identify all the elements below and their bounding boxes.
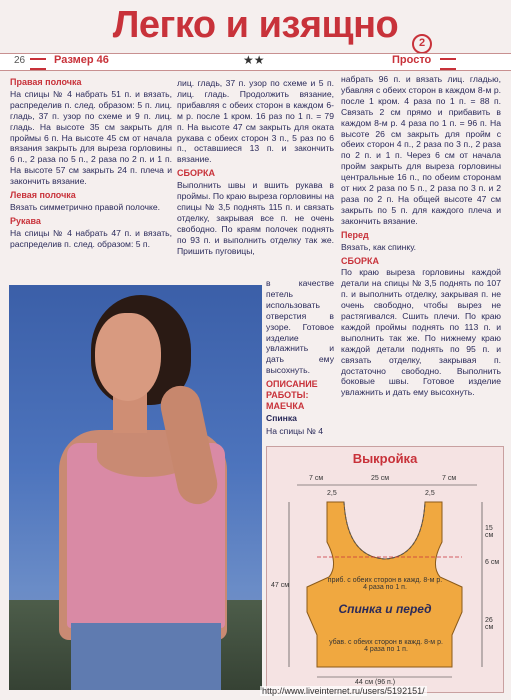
text-sleeves-cont: лиц. гладь, 37 п. узор по схеме и 5 п. лиц. гладь. Продолжить вязание, прибавляя с обеих сторон в каждом 6-м р. после 1 кром. 16 раз по 1 п. = 79 п. На высоте 47 см закрыть для оката рукава с обеих сторон 3 п., 5 раз по 6 п., оставшиеся 13 п. и закончить вязание.	[177, 78, 334, 165]
page-badge: 2	[412, 34, 432, 54]
difficulty-stars: ★★	[243, 53, 265, 67]
decor-lines-icon	[30, 58, 46, 70]
size-label: Размер 46	[54, 54, 109, 66]
heading-description: ОПИСАНИЕ РАБОТЫ: МАЕЧКА	[266, 379, 318, 411]
heading-sleeves: Рукава	[10, 215, 41, 226]
photo-jeans	[71, 623, 221, 690]
pattern-schema	[266, 446, 504, 693]
heading-front: Перед	[341, 229, 369, 240]
pattern-drawing	[267, 447, 503, 692]
dim-right-6: 6 см	[485, 559, 500, 566]
dim-top-25b: 2,5	[425, 490, 435, 497]
note-increase: приб. с обеих сторон в кажд. 8-м р. 4 раза по 1 п.	[327, 577, 443, 591]
note-decrease: убав. с обеих сторон в кажд. 8-м р. 4 раза по 1 п.	[329, 639, 443, 653]
piece-name: Спинка и перед	[338, 602, 432, 616]
dim-top-25a: 2,5	[327, 490, 337, 497]
info-bar	[0, 53, 511, 71]
heading-back: Спинка	[266, 412, 297, 423]
text-assembly-1-cont: в качестве петель использовать отверстия в узоре. Готовое изделие увлажнить и дать ему высохнуть.	[266, 278, 334, 376]
dim-right-15: 15 см	[485, 525, 494, 539]
column-1	[10, 74, 172, 252]
decor-lines-icon	[440, 58, 456, 70]
dim-top-left: 7 см	[309, 475, 324, 482]
text-sleeves: На спицы № 4 набрать 47 п. и вязать, распределив п. след. образом: 5 п.	[10, 227, 172, 249]
text-assembly-1: Выполнить швы и вшить рукава в проймы. По краю выреза горловины на спицы № 3,5 поднять 115 п. и связать отделку, закрывая все п. не очень свободно. По краям полочек поднять по 93 п. и выполнить отделку так же. Пришить пуговицы,	[177, 180, 334, 256]
text-left-front: Вязать симметрично правой полочке.	[10, 201, 161, 212]
dim-right-26: 26 см	[485, 617, 494, 631]
text-right-front: На спицы № 4 набрать 51 п. и вязать, распределив п. след. образом: 5 п. лиц. гладь, 37 п. узор по схеме и 9 п. лиц. гладь. На высоте 35 см закрыть для проймы 6 п. На высоте 45 см от начала вязания закрыть для выреза горловины 6 п., 2 раза по 5 п., 2 раза по 2 п. и 1 п. На высоте 57 см закрыть 24 п. плеча и закончить вязание.	[10, 88, 172, 187]
title-text: Легко и изящно	[112, 4, 399, 46]
text-assembly-2: По краю выреза горловины каждой детали на спицы № 3,5 поднять по 107 п. и выполнить отделку, закрывая п. не очень свободно, чтобы вырез не растягивался. Сшить плечи. По краю каждой проймы поднять по 113 п. и выполнить так же. По нижнему краю каждой детали поднять по 95 п. и связать отделку, закрывая п. достаточно свободно. Выполнить боковые швы. Готовое изделие увлажнить и дать ему высохнуть.	[341, 267, 501, 398]
heading-assembly-2: СБОРКА	[341, 255, 379, 266]
column-3	[341, 74, 501, 400]
page-title	[0, 4, 511, 52]
difficulty-label: Просто	[392, 54, 432, 66]
dim-top-center: 25 см	[371, 475, 390, 482]
dim-left-47: 47 см	[271, 582, 290, 589]
column-2	[177, 78, 334, 259]
heading-right-front: Правая полочка	[10, 77, 82, 87]
text-front: Вязать, как спинку.	[341, 241, 417, 252]
page-number: 26	[14, 55, 26, 66]
text-back-cont: набрать 96 п. и вязать лиц. гладью, убавляя с обеих сторон в каждом 8-м р. после 1 кром. 4 раза по 1 п. = 88 п. Связать 2 см прямо и прибавить в каждом 8-м р. 4 раза по 1 п. = 96 п. На высоте 26 см закрыть для пройм с обеих сторон 4 п., 2 раза по 3 п., 2 раза по 2 п. и 1 п. Через 6 см от начала пройм закрыть для выреза горловины центральные 16 п., по обеим сторонам от них 2 раза по 5 п., 2 раза по 3 п. и 2 раза по 2 п. На общей высоте 47 см закрыть по 5 п. для каждого плеча и закончить вязание.	[341, 74, 501, 226]
heading-assembly-1: СБОРКА	[177, 168, 215, 179]
schema-title: Выкройка	[352, 451, 418, 466]
dim-top-right: 7 см	[442, 475, 457, 482]
dim-bottom: 44 см (96 п.)	[355, 679, 396, 686]
watermark-url[interactable]: http://www.liveinternet.ru/users/5192151/	[262, 686, 425, 696]
heading-left-front: Левая полочка	[10, 190, 76, 201]
photo-face	[95, 313, 161, 401]
model-photo	[9, 285, 262, 690]
text-back-start: На спицы № 4	[266, 425, 323, 436]
column-2-narrow	[266, 278, 334, 439]
